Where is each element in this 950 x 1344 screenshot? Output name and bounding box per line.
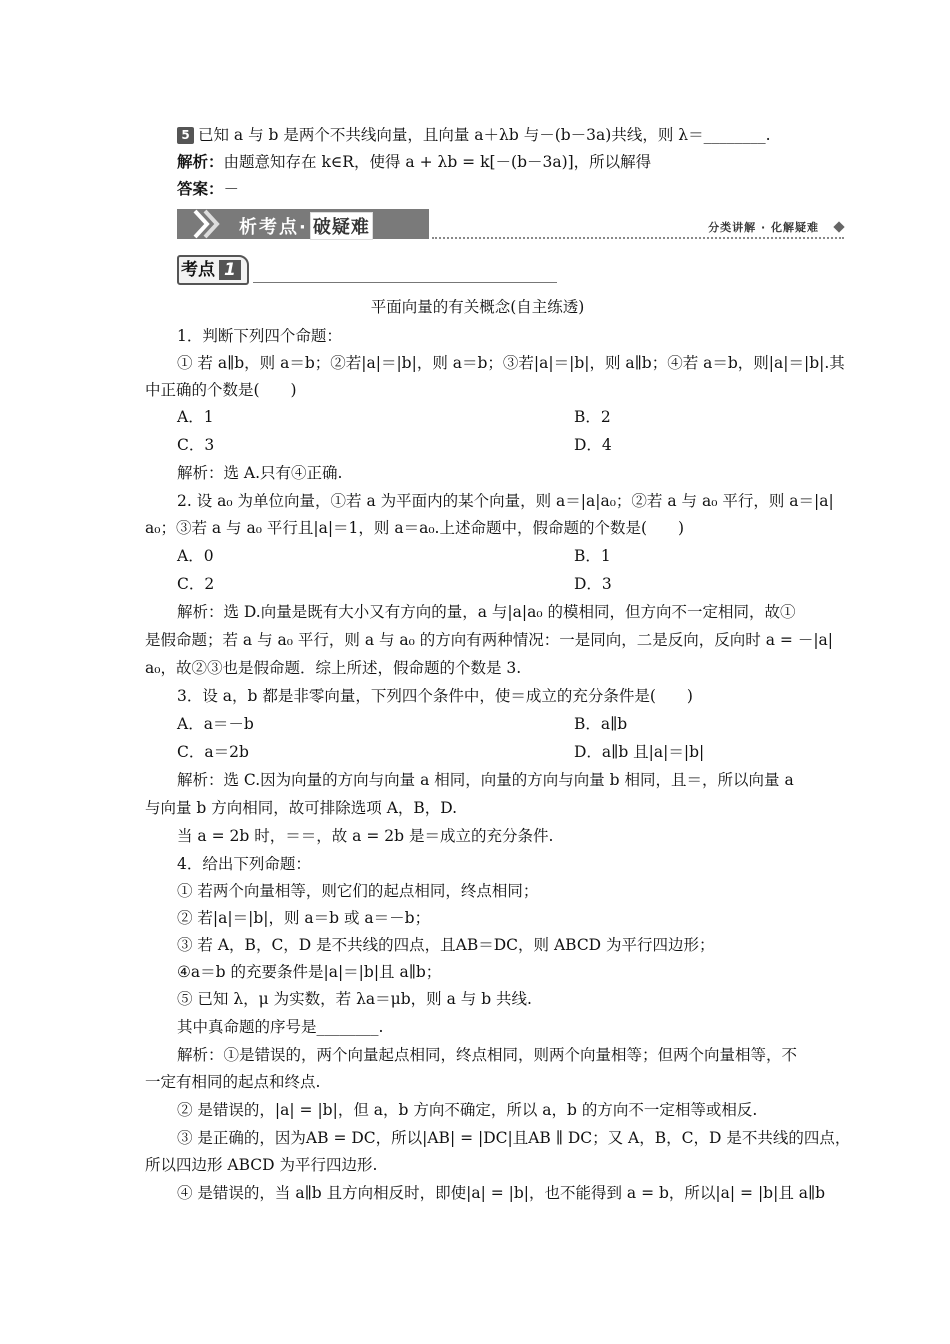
p1-option-b: B．2 <box>574 408 611 426</box>
question-number-badge: 5 <box>177 127 194 144</box>
kaodian-text: 考点 <box>181 260 215 280</box>
p3-option-a: A．a＝－b <box>177 715 254 733</box>
q5-analysis-label: 解析： <box>177 153 224 171</box>
p3-option-d: D．a∥b 且|a|＝|b| <box>574 743 705 761</box>
topic-title: 平面向量的有关概念(自主练透) <box>370 298 585 316</box>
p4-analysis-4: ③ 是正确的，因为AB = DC，所以|AB| = |DC|且AB ∥ DC；又 A，B，C，D 是不共线的四点， <box>177 1129 851 1147</box>
kaodian-underline <box>253 282 557 283</box>
p4-item-4: ④a＝b 的充要条件是|a|＝|b|且 a∥b； <box>177 963 442 981</box>
q5-stem-line <box>177 124 842 146</box>
banner-title <box>239 212 373 240</box>
q5-answer-line <box>177 178 842 200</box>
p2-analysis-3: a₀，故②③也是假命题．综上所述，假命题的个数是 3. <box>145 659 522 677</box>
p2-option-c: C．2 <box>177 575 215 593</box>
p1-option-c: C．3 <box>177 436 215 454</box>
banner-subtitle: 分类讲解 · 化解疑难 <box>708 221 819 234</box>
p4-analysis-3: ② 是错误的，|a| = |b|，但 a，b 方向不确定，所以 a，b 的方向不一定相等或相反. <box>177 1101 758 1119</box>
p4-item-1: ① 若两个向量相等，则它们的起点相同，终点相同； <box>177 882 539 900</box>
p3-option-c: C．a＝2b <box>177 743 249 761</box>
p3-option-b: B．a∥b <box>574 715 628 733</box>
p3-stem: 3．设 a，b 都是非零向量，下列四个条件中，使＝成立的充分条件是( ) <box>177 687 693 705</box>
chevron-right-icon <box>191 209 221 239</box>
q5-analysis-line <box>177 151 842 173</box>
p4-ask: 其中真命题的序号是________. <box>177 1018 384 1036</box>
p1-option-a: A．1 <box>177 408 214 426</box>
p1-line2: 中正确的个数是( ) <box>145 381 297 399</box>
p1-line1: ① 若 a∥b，则 a＝b；②若|a|＝|b|，则 a＝b；③若|a|＝|b|，则 a∥b；④若 a＝b，则|a|＝|b|.其 <box>177 354 845 372</box>
p2-analysis-1: 解析：选 D.向量是既有大小又有方向的量，a 与|a|a₀ 的模相同，但方向不一定相同，故① <box>177 603 796 621</box>
p4-analysis-6: ④ 是错误的，当 a∥b 且方向相反时，即使|a| = |b|，也不能得到 a = b，所以|a| = |b|且 a∥b <box>177 1184 826 1202</box>
diamond-icon <box>833 221 844 232</box>
kaodian-header <box>177 255 557 285</box>
p2-line1: 2. 设 a₀ 为单位向量，①若 a 为平面内的某个向量，则 a＝|a|a₀；②若 a 与 a₀ 平行，则 a＝|a| <box>177 492 834 510</box>
p2-option-a: A．0 <box>177 547 214 565</box>
kaodian-number: 1 <box>219 260 241 280</box>
section-banner <box>177 207 847 243</box>
banner-title-main: 析考点 <box>239 217 299 238</box>
kaodian-label <box>177 255 249 285</box>
q5-answer: － <box>223 180 240 198</box>
q5-analysis: 由题意知存在 k∈R，使得 a + λb = k[－(b－3a)]，所以解得 <box>223 153 652 171</box>
p4-analysis-5: 所以四边形 ABCD 为平行四边形. <box>145 1156 378 1174</box>
p2-option-d: D．3 <box>574 575 612 593</box>
banner-dotted-rule <box>432 237 844 239</box>
p3-analysis-1: 解析：选 C.因为向量的方向与向量 a 相同，向量的方向与向量 b 相同，且＝，所以向量 a <box>177 771 794 789</box>
p4-analysis-1: 解析：①是错误的，两个向量起点相同，终点相同，则两个向量相等；但两个向量相等，不 <box>177 1046 798 1064</box>
p2-line2: a₀；③若 a 与 a₀ 平行且|a|＝1，则 a＝a₀.上述命题中，假命题的个数是( ) <box>145 519 685 537</box>
p3-analysis-2: 与向量 b 方向相同，故可排除选项 A，B，D. <box>145 799 458 817</box>
p4-item-5: ⑤ 已知 λ，μ 为实数，若 λa＝μb，则 a 与 b 共线. <box>177 990 532 1008</box>
banner-title-dot: · <box>299 217 308 238</box>
p3-analysis-3: 当 a = 2b 时，＝＝，故 a = 2b 是＝成立的充分条件. <box>177 827 554 845</box>
p4-item-3: ③ 若 A，B，C，D 是不共线的四点，且AB＝DC，则 ABCD 为平行四边形； <box>177 936 715 954</box>
p4-analysis-2: 一定有相同的起点和终点. <box>145 1073 321 1091</box>
p4-item-2: ② 若|a|＝|b|，则 a＝b 或 a＝－b； <box>177 909 431 927</box>
p2-analysis-2: 是假命题；若 a 与 a₀ 平行，则 a 与 a₀ 的方向有两种情况：一是同向，二是反向，反向时 a = －|a| <box>145 631 834 649</box>
p2-option-b: B．1 <box>574 547 611 565</box>
q5-stem: 已知 a 与 b 是两个不共线向量，且向量 a＋λb 与－(b－3a)共线，则 λ＝________. <box>198 126 771 144</box>
banner-title-boxed: 破疑难 <box>310 212 373 240</box>
p4-stem: 4．给出下列命题： <box>177 855 311 873</box>
q5-answer-label: 答案： <box>177 180 224 198</box>
p1-analysis: 解析：选 A.只有④正确. <box>177 464 343 482</box>
p1-option-d: D．4 <box>574 436 612 454</box>
p1-stem: 1．判断下列四个命题： <box>177 327 342 345</box>
